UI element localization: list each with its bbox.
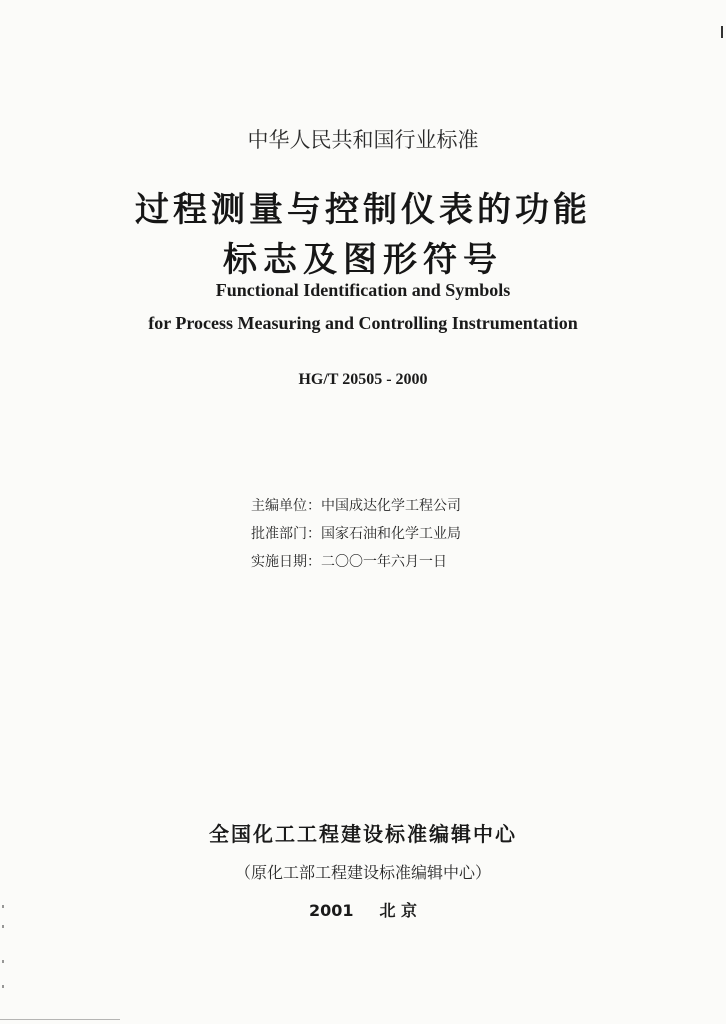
title-chinese-line-1: 过程测量与控制仪表的功能 (135, 190, 591, 230)
title-chinese-line-2: 标志及图形符号 (223, 240, 503, 280)
title-english-line-2: for Process Measuring and Controlling Instrumentation (148, 313, 578, 333)
info-row-editor (251, 492, 461, 520)
scan-mark (2, 925, 4, 928)
info-block (251, 492, 461, 576)
publish-year: 2001 (308, 901, 354, 920)
info-row-approver (251, 520, 461, 548)
info-value: 二〇〇一年六月一日 (321, 554, 447, 570)
info-label: 主编单位： (251, 498, 321, 514)
info-value: 中国成达化学工程公司 (321, 498, 461, 514)
title-english-line-1: Functional Identification and Symbols (215, 280, 511, 300)
scan-mark (2, 905, 4, 908)
scan-mark (0, 1019, 120, 1020)
scan-mark (2, 985, 4, 988)
publish-year-city (0, 898, 726, 921)
publisher-former-name: （原化工部工程建设标准编辑中心） (234, 863, 491, 882)
publisher-name: 全国化工工程建设标准编辑中心 (209, 822, 517, 846)
standard-number: HG/T 20505 - 2000 (298, 371, 428, 388)
info-label: 实施日期： (251, 554, 321, 570)
publish-city: 北 京 (379, 901, 418, 920)
info-row-effective-date (251, 548, 461, 576)
info-label: 批准部门： (251, 526, 321, 542)
info-value: 国家石油和化学工业局 (321, 526, 461, 542)
scan-mark (721, 26, 723, 38)
industry-standard-label: 中华人民共和国行业标准 (247, 128, 479, 152)
scan-mark (2, 960, 4, 963)
